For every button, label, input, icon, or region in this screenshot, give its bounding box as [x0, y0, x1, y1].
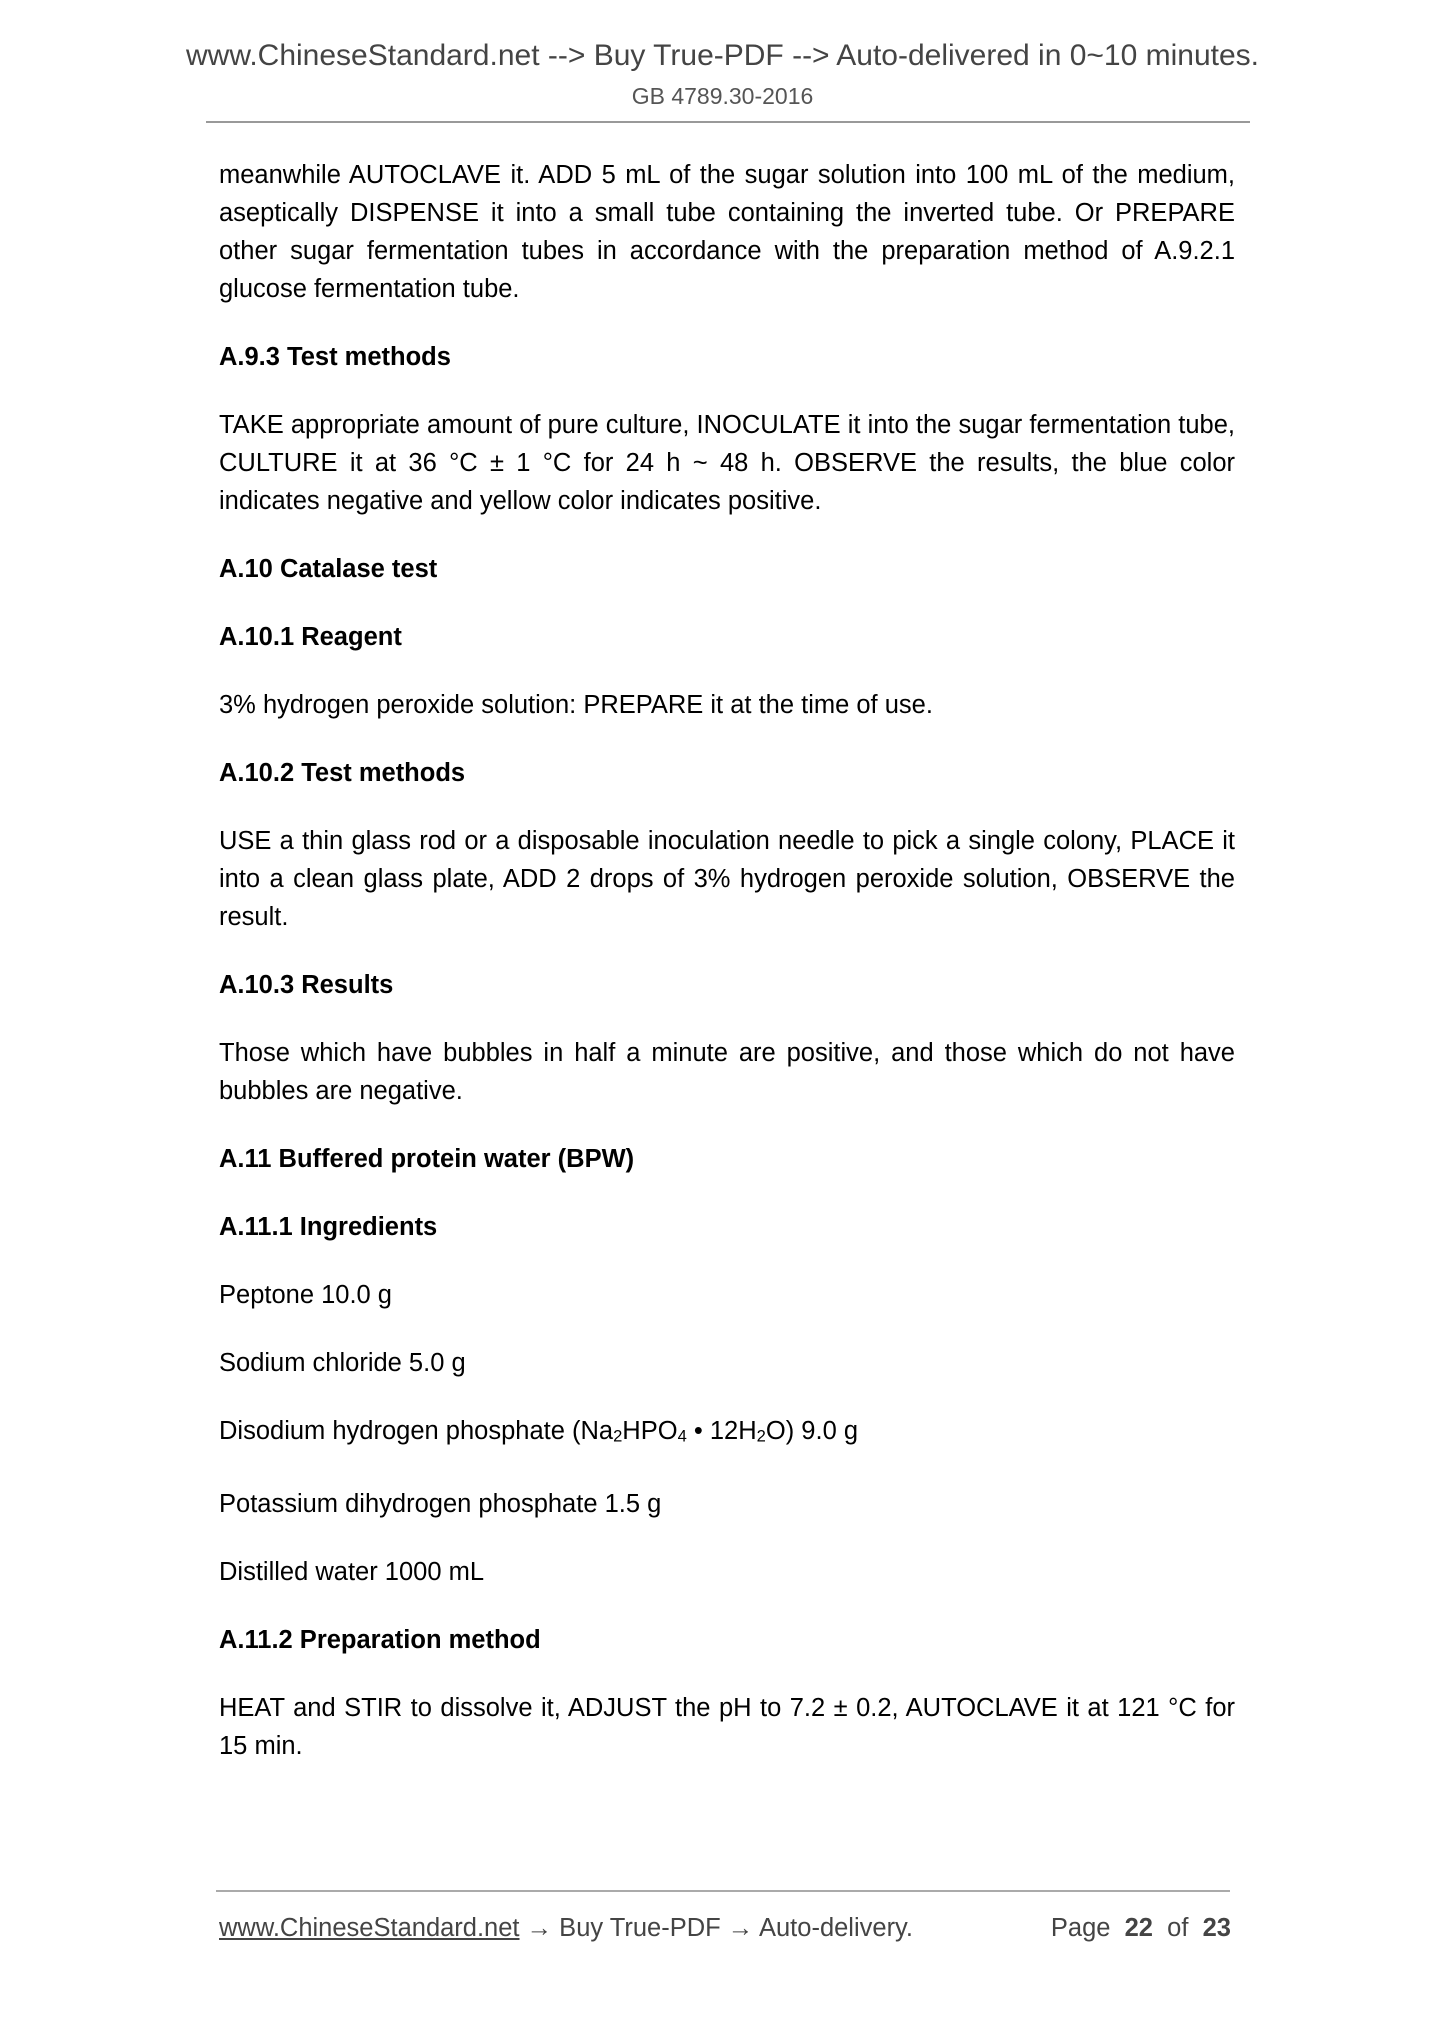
page-number: 22 [1124, 1914, 1153, 1942]
standard-code: GB 4789.30-2016 [631, 83, 814, 109]
paragraph: Those which have bubbles in half a minute are positive, and those which do not have bubbles are negative. [219, 1039, 1235, 1105]
header-divider [206, 121, 1250, 123]
text: O) 9.0 g [765, 1417, 859, 1445]
ingredient: Distilled water 1000 mL [219, 1558, 485, 1587]
paragraph: meanwhile AUTOCLAVE it. ADD 5 mL of the sugar solution into 100 mL of the medium, aseptically DISPENSE it into a small tube containing the inverted tube. Or PREPARE other sugar fermentation tubes in accordance with the preparation method of A.9.2.1 glucose fermentation tube. [219, 161, 1235, 303]
paragraph: 3% hydrogen peroxide solution: PREPARE it at the time of use. [219, 691, 933, 719]
subscript: 2 [756, 1426, 766, 1446]
text: Disodium hydrogen phosphate (Na [219, 1417, 614, 1445]
ingredient: Peptone 10.0 g [219, 1281, 392, 1309]
footer-divider [216, 1890, 1230, 1892]
section-heading: A.11.1 Ingredients [219, 1213, 438, 1241]
text: • 12H [686, 1417, 757, 1445]
of-label: of [1167, 1914, 1189, 1942]
section-heading: A.10 Catalase test [219, 555, 438, 583]
section-heading: A.10.3 Results [219, 971, 394, 999]
subscript: 2 [613, 1426, 623, 1446]
ingredient: Potassium dihydrogen phosphate 1.5 g [219, 1490, 662, 1519]
ingredient: Sodium chloride 5.0 g [219, 1349, 466, 1377]
page-total: 23 [1202, 1914, 1231, 1942]
paragraph: TAKE appropriate amount of pure culture, INOCULATE it into the sugar fermentation tube, CULTURE it at 36 °C ± 1 °C for 24 h ~ 48 h. OBSERVE the results, the blue color indicates negative and yellow color indicates positive. [219, 411, 1235, 515]
section-heading: A.10.2 Test methods [219, 759, 466, 787]
page-label: Page [1050, 1914, 1111, 1942]
footer-text: → Buy True-PDF → Auto-delivery. [519, 1914, 913, 1942]
ingredient [219, 1412, 1235, 1455]
document-body [219, 156, 1235, 1795]
footer [219, 1914, 1231, 1943]
page-indicator [1051, 1914, 1231, 1943]
header-banner: www.ChineseStandard.net --> Buy True-PDF --> Auto-delivered in 0~10 minutes. [185, 39, 1260, 72]
subscript: 4 [677, 1426, 687, 1446]
footer-site-link[interactable]: www.ChineseStandard.net [219, 1914, 520, 1942]
section-heading: A.10.1 Reagent [219, 623, 402, 651]
text: HPO [622, 1417, 678, 1445]
paragraph: USE a thin glass rod or a disposable inoculation needle to pick a single colony, PLACE it into a clean glass plate, ADD 2 drops of 3% hydrogen peroxide solution, OBSERVE the result. [219, 827, 1235, 931]
section-heading: A.11 Buffered protein water (BPW) [219, 1145, 635, 1173]
section-heading: A.9.3 Test methods [219, 343, 451, 371]
section-heading: A.11.2 Preparation method [219, 1626, 541, 1655]
paragraph: HEAT and STIR to dissolve it, ADJUST the pH to 7.2 ± 0.2, AUTOCLAVE it at 121 °C for 15 min. [219, 1694, 1235, 1761]
